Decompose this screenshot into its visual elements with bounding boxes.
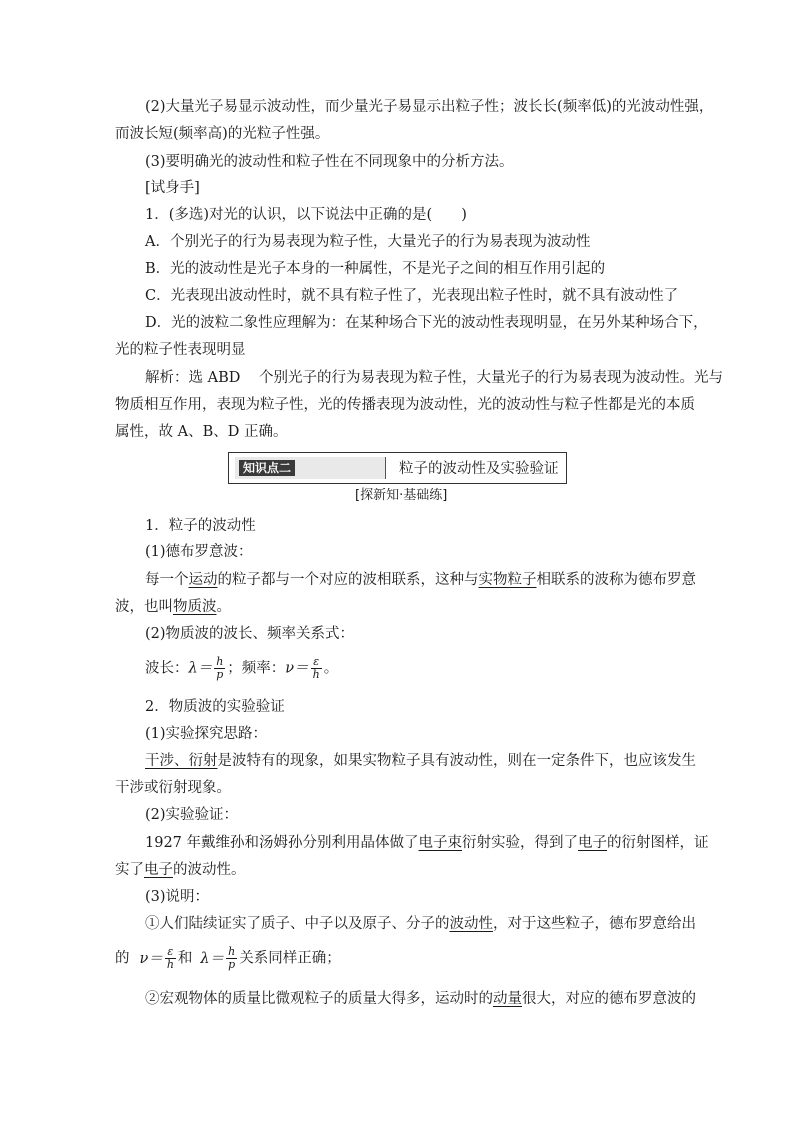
- text-run: ①人们陆续证实了质子、中子以及原子、分子的: [145, 916, 450, 932]
- paragraph-line: 而波长短(频率高)的光粒子性强。: [115, 126, 330, 142]
- text-run: 。: [216, 599, 231, 615]
- formula-line: [115, 946, 341, 971]
- section-label: [试身手]: [145, 180, 200, 196]
- underlined-term: 电子: [578, 835, 608, 851]
- fraction-h-over-p: [214, 656, 225, 681]
- knowledge-point-tag: [235, 457, 386, 479]
- knowledge-point-box: [228, 452, 567, 484]
- fraction-denominator: h: [166, 958, 174, 971]
- fraction-eps-over-h: [165, 946, 176, 971]
- fraction-denominator: p: [228, 958, 236, 971]
- fraction-numerator: h: [228, 945, 236, 958]
- paragraph-line: (3)要明确光的波动性和粒子性在不同现象中的分析方法。: [145, 154, 514, 170]
- paragraph-line: [115, 860, 246, 880]
- text-run: 的波动性。: [173, 862, 246, 878]
- analysis-answer: 解析：选 ABD: [145, 370, 241, 386]
- paragraph-line: [145, 914, 696, 934]
- subheading: (1)实验探究思路：: [145, 726, 268, 742]
- underlined-term: 电子: [144, 862, 173, 878]
- paragraph-line: [115, 597, 231, 617]
- formula-symbol: ν＝: [285, 660, 309, 677]
- section-heading: 2．物质波的实验验证: [145, 699, 285, 715]
- text-run: ，对于这些粒子，德布罗意给出: [493, 916, 696, 932]
- knowledge-point-title: 粒子的波动性及实验验证: [399, 461, 559, 477]
- fraction-denominator: h: [312, 668, 320, 681]
- text-run: 相联系的波称为德布罗意: [536, 572, 696, 588]
- text-run: 的粒子都与一个对应的波相联系，这种与: [217, 572, 479, 588]
- option-d: D．光的波粒二象性应理解为：在某种场合下光的波动性表现明显，在另外某种场合下，: [145, 315, 708, 331]
- text-run: 关系同样正确；: [239, 950, 341, 967]
- paragraph-line: (2)大量光子易显示波动性，而少量光子易显示出粒子性；波长长(频率低)的光波动性强，: [145, 99, 714, 115]
- knowledge-point-subtitle: [探新知·基础练]: [355, 488, 448, 503]
- paragraph-line: [145, 989, 696, 1009]
- fraction-numerator: h: [216, 655, 224, 668]
- fraction-eps-over-h: [311, 656, 322, 681]
- option-a: A．个别光子的行为易表现为粒子性，大量光子的行为易表现为波动性: [145, 234, 591, 250]
- underlined-term: 动量: [493, 991, 522, 1007]
- fraction-denominator: p: [216, 668, 224, 681]
- subheading: (1)德布罗意波：: [145, 544, 253, 560]
- underlined-term: 波动性: [449, 916, 493, 932]
- text-run: ；频率：: [227, 660, 286, 677]
- formula-symbol: λ＝: [200, 950, 225, 967]
- option-c: C．光表现出波动性时，就不具有粒子性了，光表现出粒子性时，就不具有波动性了: [145, 288, 679, 304]
- analysis-line: 物质相互作用，表现为粒子性，光的传播表现为波动性，光的波动性与粒子性都是光的本质: [115, 397, 695, 413]
- text-run: 的: [115, 950, 130, 967]
- text-run: 1927 年戴维孙和汤姆孙分别利用晶体做了: [145, 835, 419, 851]
- text-run: 。: [323, 660, 339, 677]
- text-run: 的衍射图样，证: [607, 835, 709, 851]
- text-run: 衍射实验，得到了: [462, 835, 579, 851]
- text-run: ②宏观物体的质量比微观粒子的质量大得多，运动时的: [145, 991, 493, 1007]
- underlined-term: 物质波: [173, 599, 217, 615]
- formula-symbol: ν＝: [139, 950, 163, 967]
- formula-line: [145, 656, 338, 681]
- subheading: (3)说明：: [145, 889, 210, 905]
- paragraph-line: 干涉或衍射现象。: [115, 780, 231, 796]
- analysis-line: [145, 368, 723, 388]
- fraction-numerator: ε: [311, 656, 322, 669]
- subheading: (2)物质波的波长、频率关系式：: [145, 626, 355, 642]
- underlined-term: 运动: [188, 572, 218, 588]
- question-stem: 1．(多选)对光的认识，以下说法中正确的是( ): [145, 207, 467, 223]
- text-run: 很大，对应的德布罗意波的: [522, 991, 696, 1007]
- underlined-term: 实物粒子: [478, 572, 537, 588]
- paragraph-line: [145, 751, 696, 771]
- underlined-term: 电子束: [418, 835, 463, 851]
- option-d-cont: 光的粒子性表现明显: [115, 342, 246, 358]
- paragraph-line: [145, 570, 696, 590]
- text-run: 实了: [115, 862, 144, 878]
- subheading: (2)实验验证：: [145, 807, 239, 823]
- paragraph-line: [145, 833, 709, 853]
- fraction-h-over-p: [226, 946, 237, 971]
- analysis-text: 个别光子的行为易表现为粒子性，大量光子的行为易表现为波动性。光与: [258, 370, 723, 386]
- analysis-line: 属性，故 A、B、D 正确。: [115, 424, 288, 440]
- underlined-term: 干涉、衍射: [145, 753, 218, 769]
- text-run: 波长：: [145, 660, 189, 677]
- fraction-numerator: ε: [165, 946, 176, 959]
- formula-symbol: λ＝: [188, 660, 213, 677]
- section-heading: 1．粒子的波动性: [145, 518, 256, 534]
- text-run: 是波特有的现象，如果实物粒子具有波动性，则在一定条件下，也应该发生: [217, 753, 696, 769]
- text-run: 每一个: [145, 572, 189, 588]
- text-run: 和: [177, 950, 193, 967]
- knowledge-point-tag-text: 知识点二: [239, 460, 295, 476]
- text-run: 波，也叫: [115, 599, 173, 615]
- option-b: B．光的波动性是光子本身的一种属性，不是光子之间的相互作用引起的: [145, 261, 606, 277]
